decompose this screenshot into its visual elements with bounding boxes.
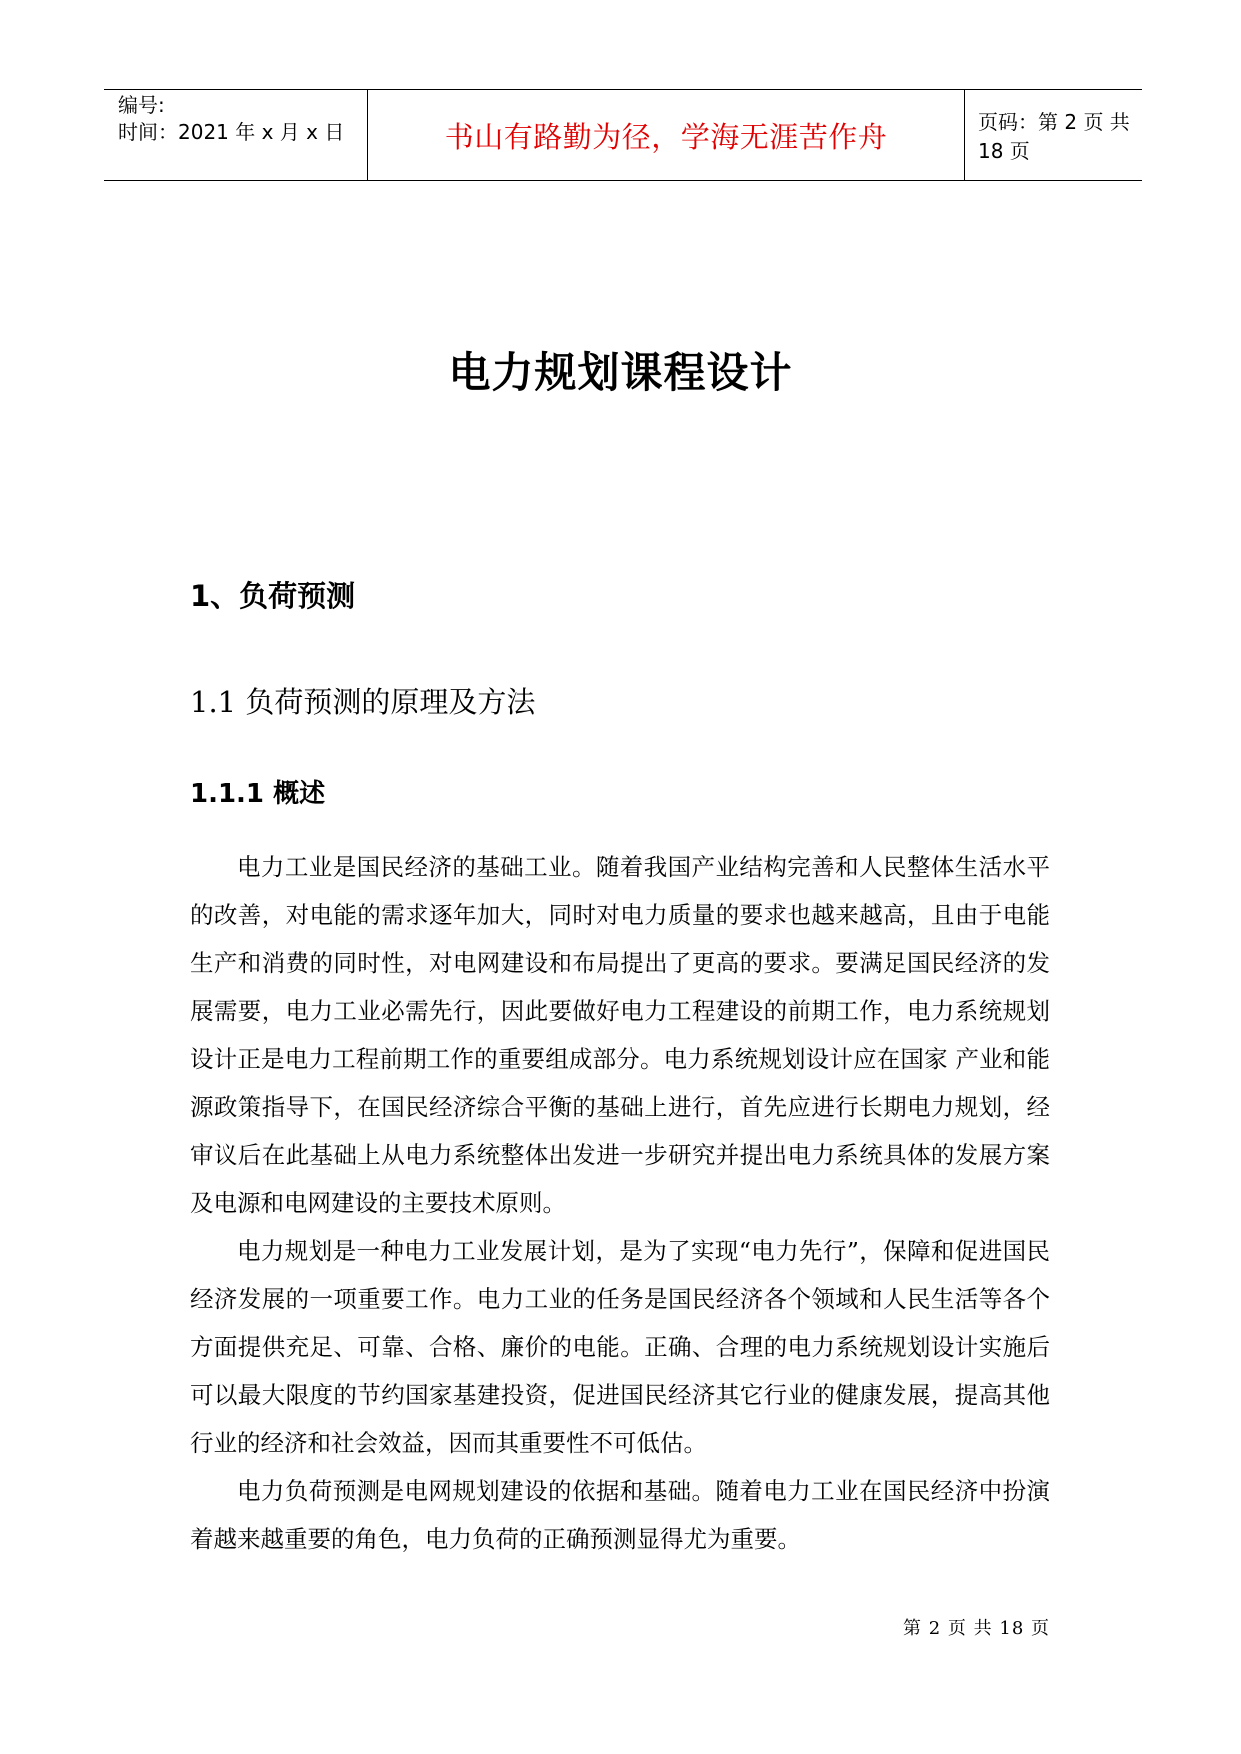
- paragraph: 电力规划是一种电力工业发展计划，是为了实现“电力先行”，保障和促进国民经济发展的一项重要工作。电力工业的任务是国民经济各个领域和人民生活等各个方面提供充足、可靠、合格、廉价的电能。正确、合理的电力系统规划设计实施后可以最大限度的节约国家基建投资，促进国民经济其它行业的健康发展，提高其他行业的经济和社会效益，因而其重要性不可低估。: [190, 1237, 1050, 1457]
- section-heading-1-1: 1.1 负荷预测的原理及方法: [190, 685, 536, 719]
- header-page-info: 页码：第 2 页 共 18 页: [978, 110, 1130, 163]
- section-heading-1-1-1: 1.1.1 概述: [190, 779, 326, 809]
- header-meta: [104, 90, 368, 180]
- section-heading-1: 1、负荷预测: [190, 579, 356, 613]
- header-number: 编号:: [118, 93, 165, 117]
- paragraph: 电力负荷预测是电网规划建设的依据和基础。随着电力工业在国民经济中扮演着越来越重要的角色，电力负荷的正确预测显得尤为重要。: [190, 1477, 1050, 1553]
- page-footer: 第 2 页 共 18 页: [903, 1618, 1050, 1639]
- body-text: [190, 843, 1050, 1563]
- header-time: 时间：2021 年 x 月 x 日: [118, 120, 345, 144]
- header-motto: 书山有路勤为径，学海无涯苦作舟: [368, 90, 965, 180]
- document-title: 电力规划课程设计: [448, 348, 793, 397]
- paragraph: 电力工业是国民经济的基础工业。随着我国产业结构完善和人民整体生活水平的改善，对电能的需求逐年加大，同时对电力质量的要求也越来越高，且由于电能生产和消费的同时性，对电网建设和布局提出了更高的要求。要满足国民经济的发展需要，电力工业必需先行，因此要做好电力工程建设的前期工作，电力系统规划设计正是电力工程前期工作的重要组成部分。电力系统规划设计应在国家 产业和能源政策指导下，在国民经济综合平衡的基础上进行，首先应进行长期电力规划，经审议后在此基础上从电力系统整体出发进一步研究并提出电力系统具体的发展方案及电源和电网建设的主要技术原则。: [190, 853, 1050, 1217]
- page-header: [104, 89, 1142, 181]
